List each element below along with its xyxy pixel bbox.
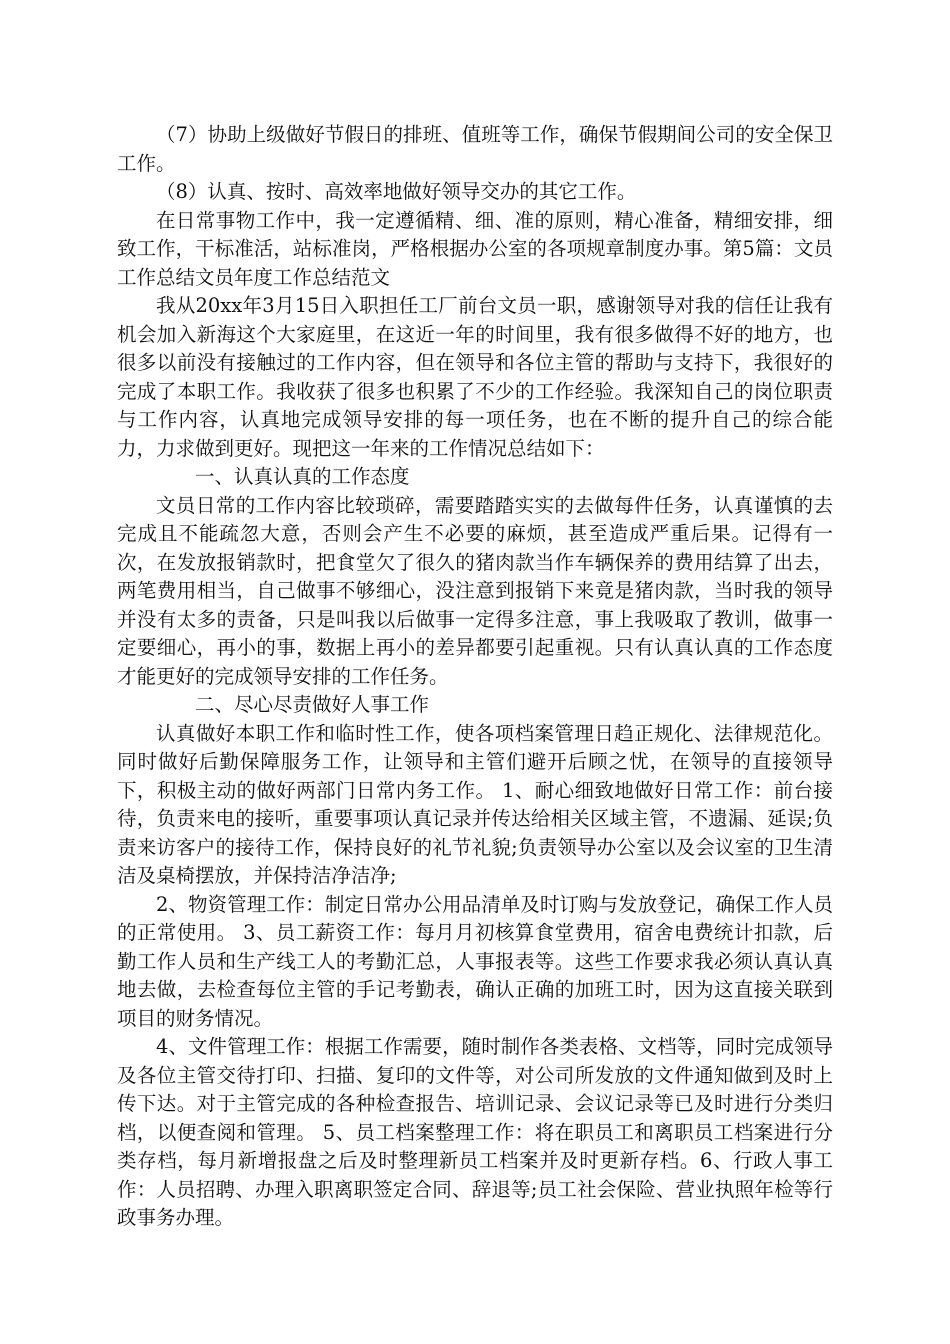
section-heading-1: 一、认真认真的工作态度 <box>195 465 410 488</box>
paragraph-intro: 我从20xx年3月15日入职担任工厂前台文员一职，感谢领导对我的信任让我有机会加入新海这个大家庭里，在这近一年的时间里，我有很多做得不好的地方，也很多以前没有接触过的工作内容，但在领导和各位主管的帮助与支持下，我很好的完成了本职工作。我收获了很多也积累了不少的工作经验。我深知自己的岗位职责与工作内容，认真地完成领导安排的每一项任务，也在不断的提升自己的综合能力，力求做到更好。现把这一年来的工作情况总结如下： <box>117 294 833 460</box>
paragraph-attitude: 文员日常的工作内容比较琐碎，需要踏踏实实的去做每件任务，认真谨慎的去完成且不能疏忽大意，否则会产生不必要的麻烦，甚至造成严重后果。记得有一次，在发放报销款时，把食堂欠了很久的猪肉款当作车辆保养的费用结算了出去，两笔费用相当，自己做事不够细心，没注意到报销下来竟是猪肉款，当时我的领导并没有太多的责备，只是叫我以后做事一定得多注意，事上我吸取了教训，做事一定要细心，再小的事，数据上再小的差异都要引起重视。只有认真认真的工作态度才能更好的完成领导安排的工作任务。 <box>117 493 833 688</box>
document-body <box>117 121 833 1233</box>
paragraph-materials: 2、物资管理工作：制定日常办公用品清单及时订购与发放登记，确保工作人员的正常使用。 3、员工薪资工作：每月月初核算食堂费用，宿舍电费统计扣款，后勤工作人员和生产线工人的考勤汇总，人事报表等。这些工作要求我必须认真认真地去做，去检查每位主管的手记考勤表，确认正确的加班工时，因为这直接关联到项目的财务情况。 <box>117 892 833 1030</box>
section-heading-2: 二、尽心尽责做好人事工作 <box>195 693 430 716</box>
paragraph-item-8: （8）认真、按时、高效率地做好领导交办的其它工作。 <box>156 180 637 203</box>
paragraph-daily-work: 在日常事物工作中，我一定遵循精、细、准的原则，精心准备，精细安排，细致工作，干标准活，站标准岗，严格根据办公室的各项规章制度办事。第5篇：文员工作总结文员年度工作总结范文 <box>117 208 833 289</box>
paragraph-item-7: （7）协助上级做好节假日的排班、值班等工作，确保节假期间公司的安全保卫工作。 <box>117 123 833 175</box>
paragraph-files: 4、文件管理工作：根据工作需要，随时制作各类表格、文档等，同时完成领导及各位主管交待打印、扫描、复印的文件等，对公司所发放的文件通知做到及时上传下达。对于主管完成的各种检查报告、培训记录、会议记录等已及时进行分类归档，以便查阅和管理。 5、员工档案整理工作：将在职员工和离职员工档案进行分类存档，每月新增报盘之后及时整理新员工档案并及时更新存档。6、行政人事工作：人员招聘、办理入职离职签定合同、辞退等;员工社会保险、营业执照年检等行政事务办理。 <box>117 1035 833 1229</box>
paragraph-hr-work: 认真做好本职工作和临时性工作，使各项档案管理日趋正规化、法律规范化。同时做好后勤保障服务工作，让领导和主管们避开后顾之忧，在领导的直接领导下，积极主动的做好两部门日常内务工作。 1、耐心细致地做好日常工作：前台接待，负责来电的接听，重要事项认真记录并传达给相关区域主管，不遗漏、延误;负责来访客户的接待工作，保持良好的礼节礼貌;负责领导办公室以及会议室的卫生清洁及桌椅摆放，并保持洁净洁净; <box>117 721 833 887</box>
